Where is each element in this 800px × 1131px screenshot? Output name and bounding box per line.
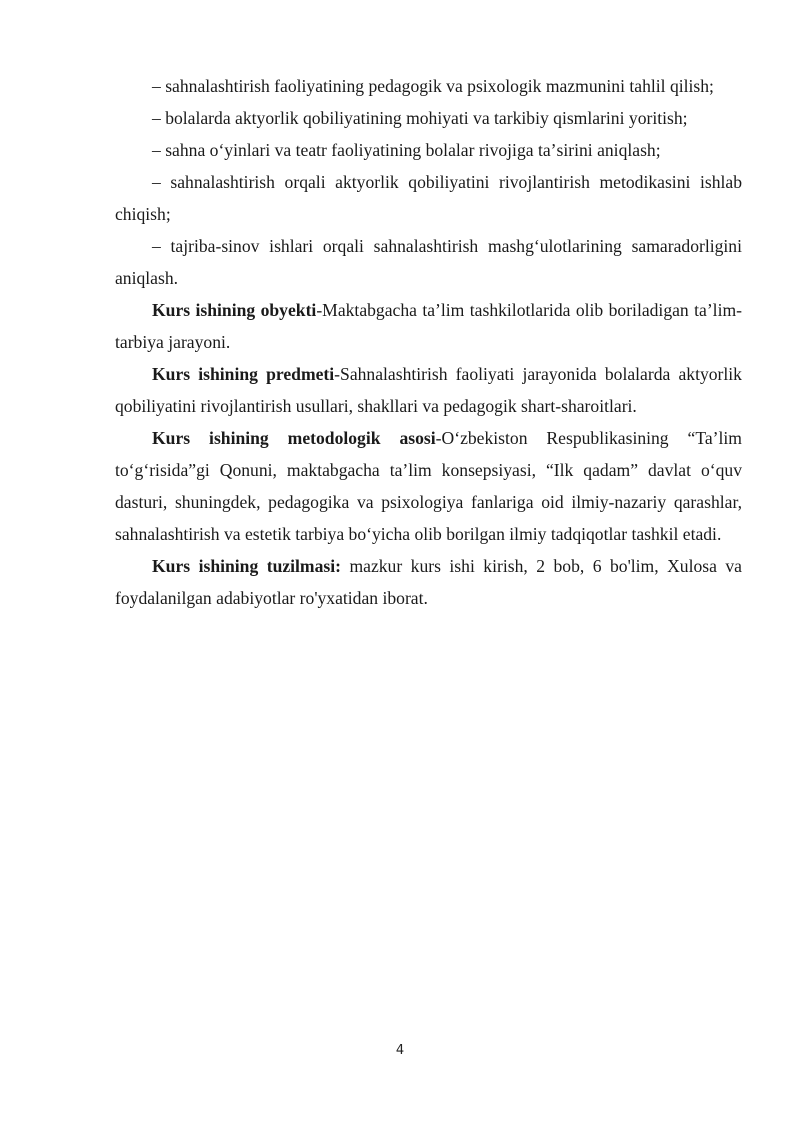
page-number: 4 bbox=[395, 1043, 405, 1058]
section-subject-text: -Sahnalashtirish faoliyati jarayonida bolalarda aktyorlik qobiliyatini rivojlantirish usullari, shakllari va pedagogik shart-sharoitlari. bbox=[115, 364, 742, 416]
objective-item: – bolalarda aktyorlik qobiliyatining mohiyati va tarkibiy qismlarini yoritish; bbox=[152, 108, 688, 128]
section-subject bbox=[115, 358, 742, 422]
objective-item: – tajriba-sinov ishlari orqali sahnalashtirish mashgʻulotlarining samaradorligini aniqlash. bbox=[115, 236, 742, 288]
section-methodology bbox=[115, 422, 742, 550]
section-object-text: -Maktabgacha taʼlim tashkilotlarida olib boriladigan taʼlim-tarbiya jarayoni. bbox=[115, 300, 743, 352]
section-structure bbox=[115, 550, 742, 614]
section-object-heading: Kurs ishining obyekti bbox=[152, 300, 317, 320]
section-subject-heading: Kurs ishining predmeti bbox=[152, 364, 335, 384]
section-structure-text: mazkur kurs ishi kirish, 2 bob, 6 bo'lim, Xulosa va foydalanilgan adabiyotlar ro'yxatidan iborat. bbox=[115, 556, 742, 608]
document-body bbox=[115, 70, 742, 614]
section-methodology-heading: Kurs ishining metodologik asosi bbox=[152, 428, 436, 448]
objective-item: – sahnalashtirish orqali aktyorlik qobiliyatini rivojlantirish metodikasini ishlab chiqish; bbox=[115, 172, 742, 224]
section-methodology-text: -Oʻzbekiston Respublikasining “Taʼlim toʻgʻrisida”gi Qonuni, maktabgacha taʼlim konsepsiyasi, “Ilk qadam” davlat oʻquv dasturi, shuningdek, pedagogika va psixologiya fanlariga oid ilmiy-nazariy qarashlar, sahnalashtirish va estetik tarbiya boʻyicha olib borilgan ilmiy tadqiqotlar tashkil etadi. bbox=[115, 428, 742, 544]
section-object bbox=[115, 294, 742, 358]
objective-item: – sahna oʻyinlari va teatr faoliyatining bolalar rivojiga taʼsirini aniqlash; bbox=[152, 140, 661, 160]
section-structure-heading: Kurs ishining tuzilmasi: bbox=[152, 556, 341, 576]
objective-item: – sahnalashtirish faoliyatining pedagogik va psixologik mazmunini tahlil qilish; bbox=[152, 76, 714, 96]
